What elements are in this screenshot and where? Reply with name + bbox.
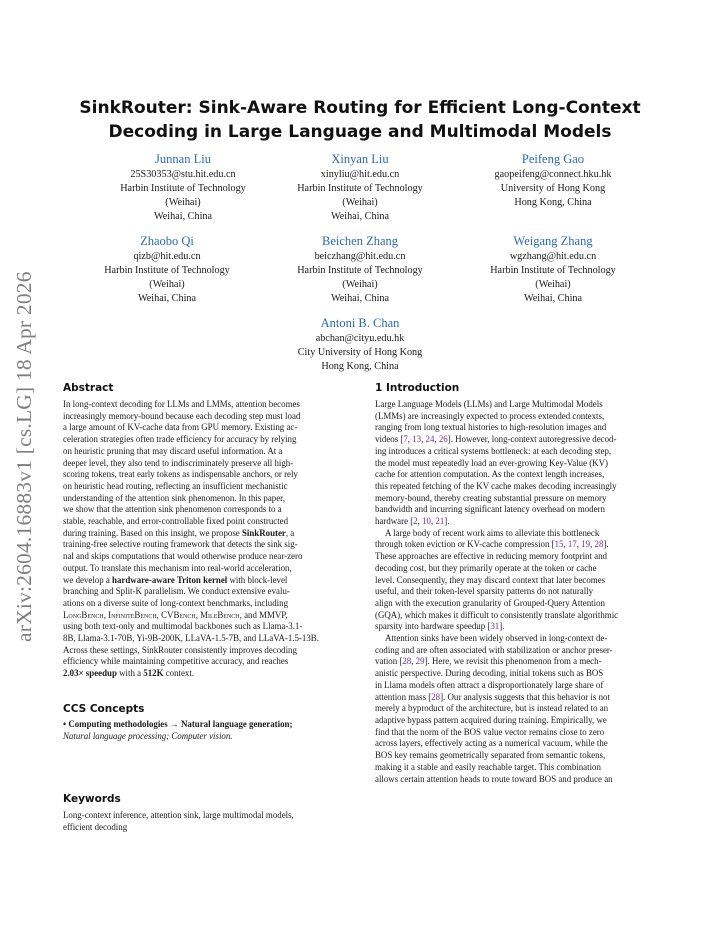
author-location: Weihai, China <box>330 211 390 222</box>
intro-line: These approaches are effective in reducing memory footprint and <box>375 551 607 562</box>
arxiv-identifier-stamp: arXiv:2604.16883v1 [cs.LG] 18 Apr 2026 <box>12 271 36 642</box>
intro-line: align with the execution granularity of Grouped-Query Attention <box>375 597 605 608</box>
intro-line: this repeated fetching of the KV cache makes decoding increasingly <box>375 480 617 491</box>
author-email: xinyliu@hit.edu.cn <box>320 169 400 180</box>
author-location: Weihai, China <box>330 293 390 304</box>
intro-line: memory-bound, thereby creating substantial pressure on memory <box>375 492 607 503</box>
author-affiliation: Harbin Institute of Technology <box>120 183 246 194</box>
author-block <box>453 151 653 210</box>
intro-line: adaptive bypass pattern acquired during training. Empirically, we <box>375 714 607 725</box>
intro-line: (LMMs) are increasingly expected to process extended contexts, <box>375 410 605 421</box>
author-location: Weihai, China <box>137 293 197 304</box>
author-affiliation: (Weihai) <box>342 197 378 208</box>
author-block <box>453 233 653 306</box>
author-block <box>83 151 283 224</box>
intro-line: Attention sinks have been widely observed in long-context de- <box>385 633 608 644</box>
author-email: abchan@cityu.edu.hk <box>315 333 405 344</box>
intro-line: across layers, effectively acting as a numerical vacuum, while the <box>375 738 608 749</box>
intro-line: (GQA), which makes it difficult to consistently translate algorithmic <box>375 609 619 620</box>
abstract-line: ations on a diverse suite of long-context benchmarks, including <box>63 597 289 608</box>
abstract-line: branching and Split-K parallelism. We conduct extensive evalu- <box>63 586 290 597</box>
intro-line: merely a byproduct of the architecture, but is instead related to an <box>375 703 609 714</box>
author-name: Weigang Zhang <box>513 234 593 248</box>
author-block <box>67 233 267 306</box>
author-location: Weihai, China <box>153 211 213 222</box>
author-block <box>260 151 460 224</box>
abstract-line: 8B, Llama-3.1-70B, Yi-9B-200K, LLaVA-1.5-7B, and LLaVA-1.5-13B. <box>63 633 319 644</box>
abstract-line: a large amount of KV-cache data from GPU memory. Existing ac- <box>63 422 298 433</box>
abstract-line: deeper level, they also tend to indiscriminately preserve all high- <box>63 457 294 468</box>
abstract-line: 2.03× speedup with a 512K context. <box>63 668 195 679</box>
intro-line: the model must repeatedly load an ever-growing Key-Value (KV) <box>375 457 608 468</box>
author-location: Hong Kong, China <box>321 361 399 372</box>
author-affiliation: Harbin Institute of Technology <box>297 183 423 194</box>
keywords-line: efficient decoding <box>63 821 128 832</box>
abstract-line: during training. Based on this insight, we propose SinkRouter, a <box>63 527 295 538</box>
abstract-line: celeration strategies often trade efficiency for accuracy by relying <box>63 434 297 445</box>
abstract-line: increasingly memory-bound because each decoding step must load <box>63 410 301 421</box>
intro-line: ing introduces a critical systems bottleneck: at each decoding step, <box>375 445 612 456</box>
author-affiliation: City University of Hong Kong <box>297 347 423 358</box>
paper-title-line-1: SinkRouter: Sink-Aware Routing for Efficient Long-Context <box>79 98 641 118</box>
intro-line: find that the norm of the BOS value vector remains close to zero <box>375 726 605 737</box>
author-affiliation: (Weihai) <box>149 279 185 290</box>
intro-line: Large Language Models (LLMs) and Large Multimodal Models <box>375 399 603 409</box>
abstract-line: LongBench, InfiniteBench, CVBench, MileBench, and MMVP, <box>63 609 288 620</box>
abstract-line: Across these settings, SinkRouter consistently improves decoding <box>63 644 297 655</box>
author-name: Junnan Liu <box>155 152 211 166</box>
ccs-concept-line: • Computing methodologies → Natural language generation; <box>63 719 293 729</box>
abstract-line: training-free selective routing framework that detects the sink sig- <box>63 539 298 550</box>
keywords-body <box>63 810 353 833</box>
abstract-body <box>63 399 348 680</box>
intro-line: useful, and their token-level sparsity patterns do not naturally <box>375 586 594 597</box>
author-affiliation: (Weihai) <box>342 279 378 290</box>
author-name: Peifeng Gao <box>521 152 585 166</box>
ccs-concepts-heading: CCS Concepts <box>63 703 145 715</box>
author-email: wgzhang@hit.edu.cn <box>509 251 597 262</box>
introduction-body <box>375 399 660 785</box>
abstract-line: efficiency while maintaining competitive accuracy, and reaches <box>63 656 289 667</box>
paper-title <box>0 96 720 144</box>
author-affiliation: Harbin Institute of Technology <box>490 265 616 276</box>
intro-line: vation [28, 29]. Here, we revisit this phenomenon from a mech- <box>375 656 602 667</box>
author-location: Hong Kong, China <box>514 197 592 208</box>
abstract-line: scoring tokens, treat early tokens as indispensable anchors, or rely <box>63 469 298 480</box>
introduction-heading: 1 Introduction <box>375 382 460 394</box>
intro-line: through token eviction or KV-cache compression [15, 17, 19, 28]. <box>375 539 609 550</box>
intro-line: making it a stable and easily reachable target. This combination <box>375 761 601 772</box>
intro-line: hardware [2, 10, 21]. <box>375 516 450 527</box>
intro-line: decoding cost, but they primarily operate at the token or cache <box>375 562 597 573</box>
abstract-line: understanding of the attention sink phenomenon. In this paper, <box>63 492 285 503</box>
author-affiliation: Harbin Institute of Technology <box>104 265 230 276</box>
intro-line: bandwidth and incurring significant latency overhead on modern <box>375 504 605 515</box>
intro-line: allows certain attention heads to route toward BOS and produce an <box>375 773 613 784</box>
author-email: beiczhang@hit.edu.cn <box>314 251 406 262</box>
author-block <box>260 233 460 306</box>
intro-line: ranging from long textual histories to high-resolution images and <box>375 422 607 433</box>
abstract-line: In long-context decoding for LLMs and LMMs, attention becomes <box>63 399 300 409</box>
abstract-heading: Abstract <box>63 382 114 394</box>
abstract-line: output. To translate this mechanism into real-world acceleration, <box>63 562 292 573</box>
abstract-line: stable, reachable, and error-controllable fixed point constructed <box>63 516 289 527</box>
abstract-line: we show that the attention sink phenomenon corresponds to a <box>63 504 282 515</box>
intro-line: attention mass [28]. Our analysis suggests that this behavior is not <box>375 691 610 702</box>
author-name: Zhaobo Qi <box>140 234 194 248</box>
abstract-line: we develop a hardware-aware Triton kernel with block-level <box>63 574 288 585</box>
intro-line: cache for attention computation. As the context length increases, <box>375 469 605 480</box>
author-name: Beichen Zhang <box>321 234 398 248</box>
abstract-line: nal and skips computations that would otherwise produce near-zero <box>63 551 303 562</box>
ccs-concept-line: Natural language processing; Computer vision. <box>63 730 233 741</box>
paper-title-line-2: Decoding in Large Language and Multimodal Models <box>108 122 612 142</box>
author-email: qizb@hit.edu.cn <box>133 251 201 262</box>
keywords-line: Long-context inference, attention sink, large multimodal models, <box>63 810 294 820</box>
abstract-line: on heuristic head routing, reflecting an insufficient mechanistic <box>63 480 288 491</box>
intro-line: level. Consequently, they may discard context that later becomes <box>375 574 606 585</box>
intro-line: coding and are often associated with stabilization or anchor preser- <box>375 644 613 655</box>
abstract-line: on heuristic pruning that may discard useful information. At a <box>63 445 283 456</box>
intro-line: BOS key remains geometrically separated from semantic tokens, <box>375 750 606 761</box>
author-location: Weihai, China <box>523 293 583 304</box>
author-email: gaopeifeng@connect.hku.hk <box>494 169 612 180</box>
intro-line: A large body of recent work aims to alleviate this bottleneck <box>385 527 600 538</box>
author-name: Antoni B. Chan <box>320 316 400 330</box>
keywords-heading: Keywords <box>63 793 121 805</box>
author-block <box>260 315 460 374</box>
author-affiliation: Harbin Institute of Technology <box>297 265 423 276</box>
author-name: Xinyan Liu <box>331 152 389 166</box>
intro-line: anistic perspective. During decoding, initial tokens such as BOS <box>375 668 604 679</box>
author-email: 25S30353@stu.hit.edu.cn <box>130 169 236 180</box>
ccs-concepts-body <box>63 719 353 742</box>
intro-line: in Llama models often attract a disproportionately large share of <box>375 679 604 690</box>
author-affiliation: (Weihai) <box>165 197 201 208</box>
author-affiliation: University of Hong Kong <box>500 183 606 194</box>
abstract-line: using both text-only and multimodal backbones such as Llama-3.1- <box>63 621 303 632</box>
author-affiliation: (Weihai) <box>535 279 571 290</box>
intro-line: videos [7, 13, 24, 26]. However, long-context autoregressive decod- <box>375 434 617 445</box>
intro-line: sparsity into hardware speedup [31]. <box>375 621 505 632</box>
